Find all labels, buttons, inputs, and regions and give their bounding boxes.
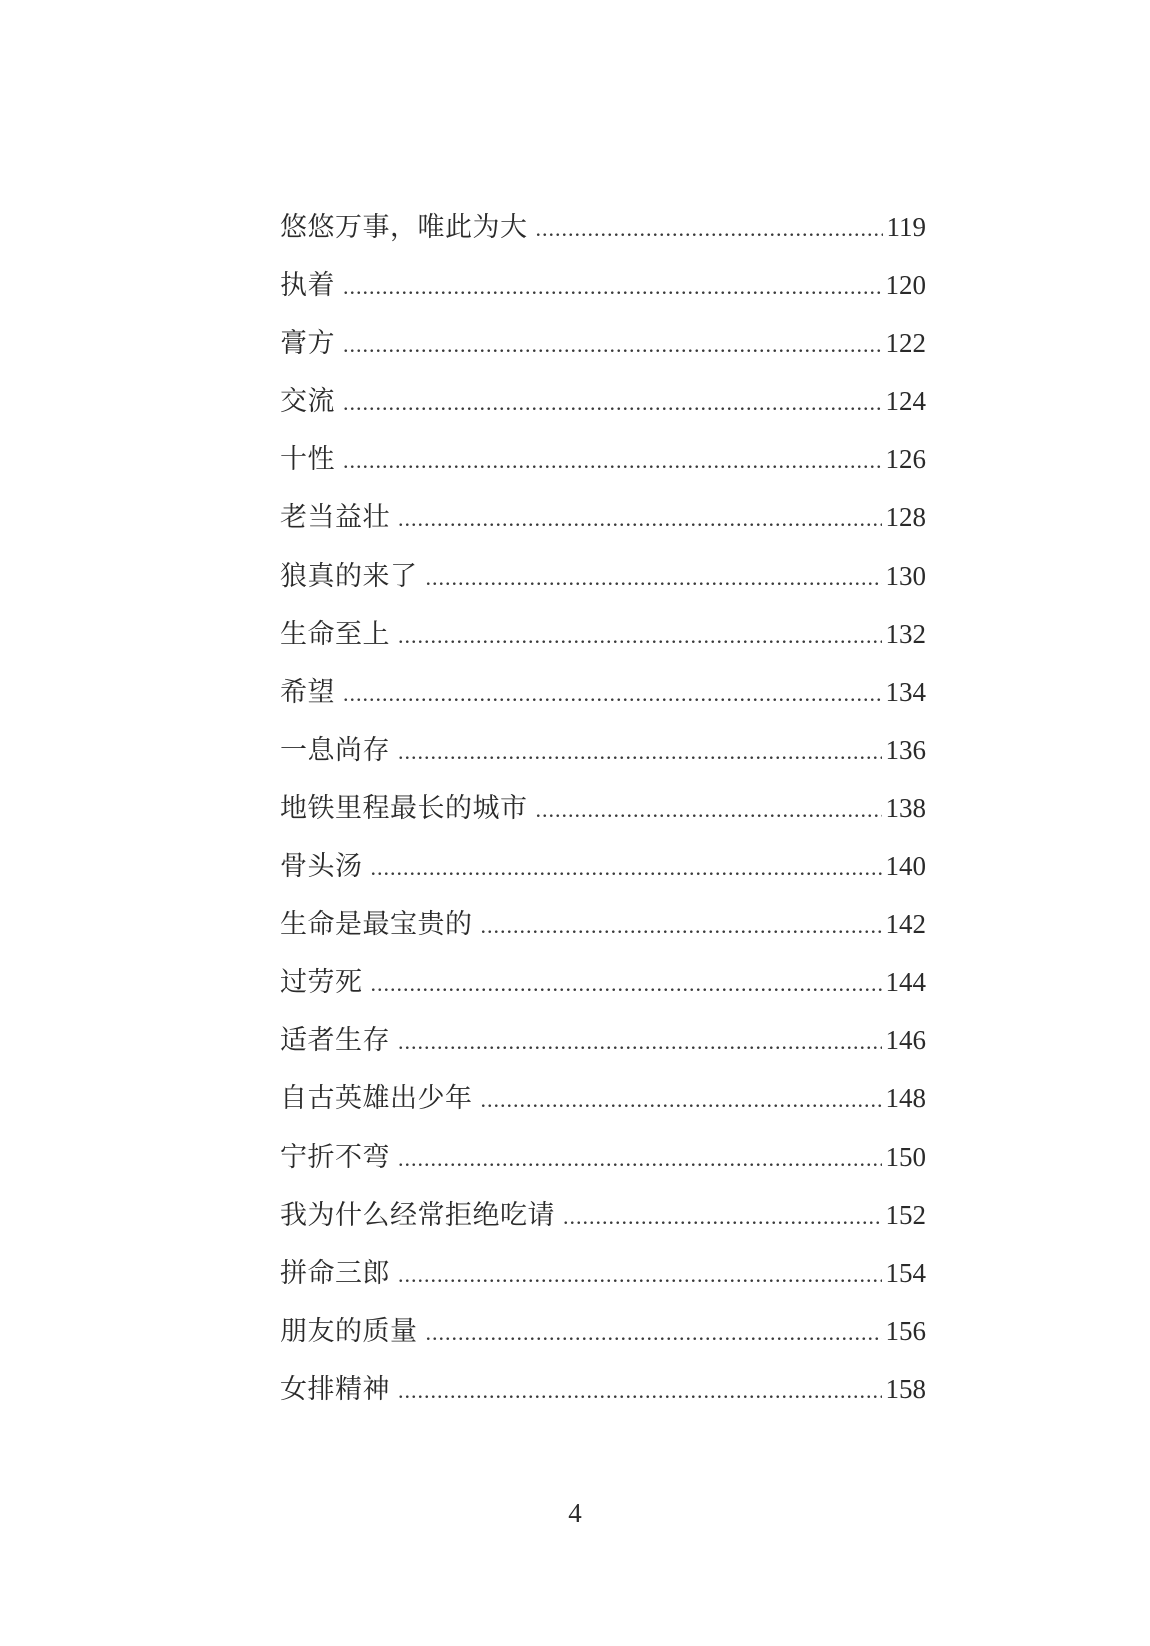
toc-entry	[280, 206, 926, 264]
toc-entry	[280, 787, 926, 845]
dot-leader	[371, 963, 882, 1005]
dot-leader	[398, 731, 882, 773]
toc-entry-page: 150	[885, 1141, 926, 1172]
toc-entry-page: 134	[885, 676, 926, 707]
toc-entry	[280, 845, 926, 903]
toc-entry-page: 124	[885, 386, 926, 417]
toc-entry-title: 适者生存	[280, 1025, 390, 1057]
toc-entry	[280, 264, 926, 322]
toc-entry-page: 119	[886, 212, 926, 242]
dot-leader	[481, 1079, 882, 1121]
toc-entry-page: 142	[885, 909, 926, 940]
toc-entry-title: 交流	[280, 386, 335, 418]
toc-entry	[280, 1252, 926, 1310]
toc-entry-page: 138	[885, 792, 926, 823]
dot-leader	[371, 847, 882, 889]
toc-entry-page: 132	[885, 618, 926, 649]
toc-entry	[280, 1136, 926, 1194]
toc-entry	[280, 1194, 926, 1252]
toc-entry-page: 156	[885, 1315, 926, 1346]
toc-entry-title: 宁折不弯	[280, 1141, 390, 1173]
dot-leader	[398, 1254, 882, 1296]
dot-leader	[343, 266, 882, 308]
toc-entry-title: 老当益壮	[280, 502, 390, 534]
toc-entry-title: 膏方	[280, 328, 335, 360]
dot-leader	[536, 789, 882, 831]
toc-entry	[280, 729, 926, 787]
toc-entry-title: 过劳死	[280, 967, 363, 999]
toc-entry-page: 136	[885, 734, 926, 765]
toc-entry-title: 希望	[280, 676, 335, 708]
toc-entry-page: 144	[885, 967, 926, 998]
dot-leader	[426, 557, 882, 599]
toc-entry	[280, 380, 926, 438]
dot-leader	[343, 324, 882, 366]
dot-leader	[481, 905, 882, 947]
toc-entry	[280, 613, 926, 671]
toc-entry-title: 一息尚存	[280, 734, 390, 766]
toc-entry	[280, 961, 926, 1019]
toc-entry-page: 154	[885, 1257, 926, 1288]
toc-entry-page: 146	[885, 1025, 926, 1056]
toc-entry-page: 158	[885, 1373, 926, 1404]
toc-entry-page: 122	[885, 328, 926, 359]
toc-entry	[280, 1368, 926, 1426]
toc-entry-title: 悠悠万事，唯此为大	[280, 212, 528, 243]
toc-entry-title: 生命至上	[280, 618, 390, 650]
toc-entry-title: 十性	[280, 444, 335, 476]
toc-entry-page: 152	[885, 1199, 926, 1230]
dot-leader	[398, 615, 882, 657]
dot-leader	[398, 1021, 882, 1063]
toc-entry-title: 骨头汤	[280, 851, 363, 883]
toc-entry-title: 执着	[280, 270, 335, 302]
toc-entry-title: 我为什么经常拒绝吃请	[280, 1199, 555, 1231]
dot-leader	[343, 440, 882, 482]
dot-leader	[536, 208, 883, 250]
dot-leader	[563, 1196, 882, 1238]
toc-entry-title: 朋友的质量	[280, 1315, 418, 1347]
toc-entry-title: 地铁里程最长的城市	[280, 792, 528, 824]
dot-leader	[343, 673, 882, 715]
page-number: 4	[568, 1498, 582, 1528]
toc-entry-page: 120	[885, 270, 926, 301]
toc-entry	[280, 671, 926, 729]
toc-entry-title: 生命是最宝贵的	[280, 909, 473, 941]
table-of-contents	[280, 206, 926, 1426]
dot-leader	[398, 1370, 882, 1412]
toc-entry-page: 128	[885, 502, 926, 533]
toc-entry-page: 140	[885, 851, 926, 882]
toc-entry	[280, 555, 926, 613]
toc-entry	[280, 322, 926, 380]
toc-entry-page: 130	[885, 560, 926, 591]
toc-entry	[280, 903, 926, 961]
dot-leader	[426, 1312, 882, 1354]
toc-entry-title: 拼命三郎	[280, 1257, 390, 1289]
toc-entry	[280, 496, 926, 554]
dot-leader	[398, 498, 882, 540]
toc-entry-title: 女排精神	[280, 1373, 390, 1405]
toc-entry-title: 自古英雄出少年	[280, 1083, 473, 1115]
toc-entry-page: 126	[885, 444, 926, 475]
toc-entry	[280, 1019, 926, 1077]
dot-leader	[343, 382, 882, 424]
toc-entry	[280, 438, 926, 496]
toc-entry	[280, 1310, 926, 1368]
toc-entry-title: 狼真的来了	[280, 560, 418, 592]
dot-leader	[398, 1138, 882, 1180]
toc-entry-page: 148	[885, 1083, 926, 1114]
toc-entry	[280, 1077, 926, 1135]
